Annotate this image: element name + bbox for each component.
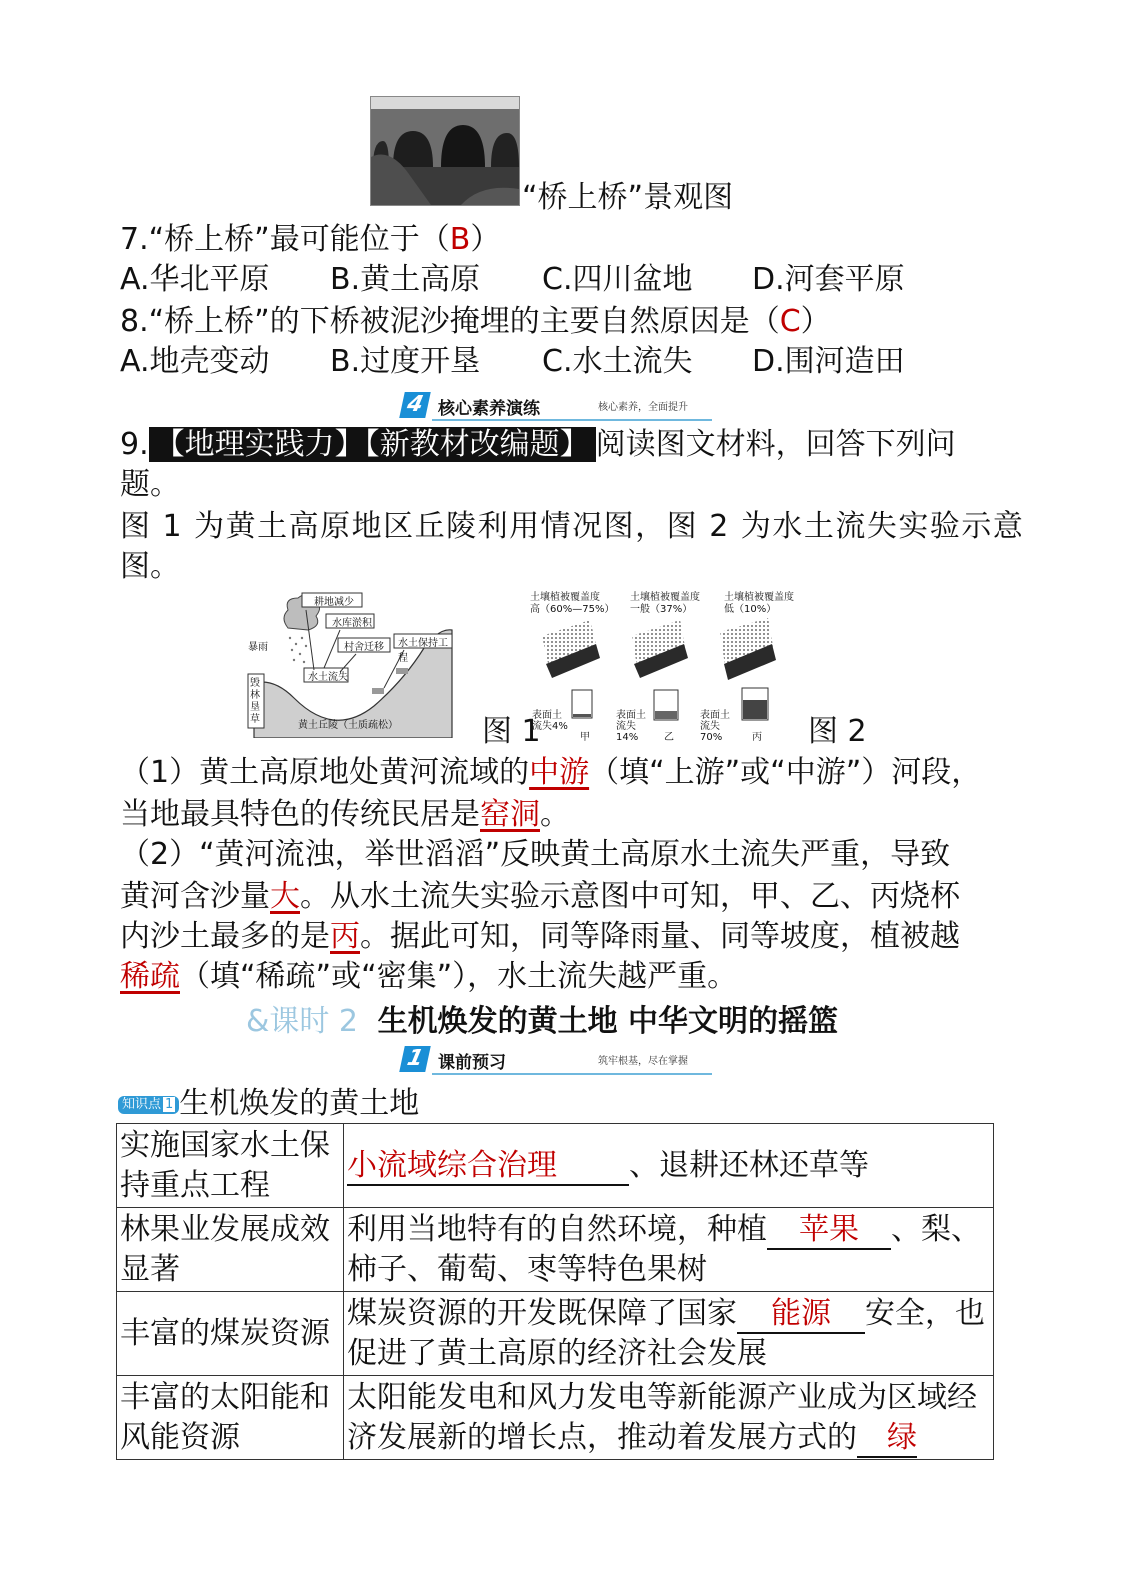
knowledge-point-heading [118, 1084, 419, 1124]
table-row-content: 煤炭资源的开发既保障了国家 能源 安全，也促进了黄土高原的经济社会发展 [344, 1292, 994, 1376]
fig1-label-deforest: 毁林垦草 [250, 678, 260, 725]
fig2-beaker-b-loss: 表面土 流失14% [616, 710, 646, 743]
section-banner-preview [402, 1046, 712, 1076]
banner-number: 4 [399, 392, 431, 418]
q9-1-line1: （1）黄土高原地处黄河流域的中游（填“上游”或“中游”）河段， [120, 755, 982, 790]
lesson-heading [246, 1002, 838, 1042]
table-row-head: 丰富的煤炭资源 [117, 1292, 344, 1376]
q9-line4: 图。 [120, 549, 180, 584]
table-row-head: 实施国家水土保持重点工程 [117, 1124, 344, 1208]
q8-option-d: D.围河造田 [752, 344, 905, 379]
banner-subtitle: 筑牢根基，尽在掌握 [598, 1056, 688, 1067]
banner-rule [432, 419, 712, 421]
q7-answer: B [449, 222, 471, 257]
table-row-content: 小流域综合治理 、退耕还林还草等 [344, 1124, 994, 1208]
fig2-beaker-a-name: 甲 [580, 732, 590, 743]
figure-2-caption: 图 2 [808, 714, 867, 749]
q8-option-b: B.过度开垦 [330, 344, 481, 379]
figure-1-caption: 图 1 [482, 714, 541, 749]
q7-stem: 7.“桥上桥”最可能位于（B） [120, 222, 501, 257]
knowledge-point-title: 生机焕发的黄土地 [179, 1086, 420, 1121]
q8-answer: C [779, 304, 801, 339]
fig1-label-conservation: 水土保持工程 [398, 638, 448, 664]
answer-blank: 能源 [737, 1296, 865, 1334]
table-row [117, 1292, 994, 1376]
q9-1-answer-2: 窑洞 [480, 797, 540, 832]
q9-2-line2: 黄河含沙量大。从水土流失实验示意图中可知，甲、乙、丙烧杯 [120, 879, 960, 914]
table-row [117, 1124, 994, 1208]
q9-1-answer-1: 中游 [529, 755, 590, 790]
q9-line1: 9. 【地理实践力】【新教材改编题】 阅读图文材料，回答下列问 [120, 427, 956, 462]
knowledge-point-badge: 知识点 1 [118, 1096, 179, 1114]
table-row-head: 林果业发展成效显著 [117, 1208, 344, 1292]
fig1-label-loess: 黄土丘陵（土质疏松） [298, 720, 398, 731]
fig2-beaker-c-cover: 土壤植被覆盖度 低（10%） [724, 592, 794, 615]
answer-blank: 绿 [857, 1420, 917, 1458]
q7-option-a: A.华北平原 [120, 262, 270, 297]
figure-1-diagram [244, 588, 454, 738]
q9-2-line1: （2）“黄河流浊，举世滔滔”反映黄土高原水土流失严重，导致 [120, 837, 951, 872]
q8-options [120, 342, 905, 382]
knowledge-table [116, 1123, 994, 1460]
bridge-photo [370, 96, 520, 206]
table-row [117, 1208, 994, 1292]
table-row-head: 丰富的太阳能和风能资源 [117, 1376, 344, 1460]
answer-blank: 苹果 [767, 1212, 891, 1250]
table-row [117, 1376, 994, 1460]
q8-stem: 8.“桥上桥”的下桥被泥沙掩埋的主要自然原因是（C） [120, 304, 831, 339]
lesson-number: &课时 2 [246, 1004, 359, 1039]
fig2-beaker-c-name: 丙 [752, 732, 762, 743]
banner-title: 课前预习 [438, 1053, 506, 1073]
table-row-content: 太阳能发电和风力发电等新能源产业成为区域经济发展新的增长点，推动着发展方式的 绿 [344, 1376, 994, 1460]
figure-2-diagram [530, 592, 810, 742]
fig1-label-farmland: 耕地减少 [314, 597, 354, 608]
q7-option-c: C.四川盆地 [542, 262, 693, 297]
q7-option-b: B.黄土高原 [330, 262, 481, 297]
lesson-title: 生机焕发的黄土地 中华文明的摇篮 [377, 1004, 839, 1039]
fig2-beaker-b-cover: 土壤植被覆盖度 一般（37%） [630, 592, 700, 615]
q9-2-answer-3: 稀疏 [120, 959, 180, 994]
banner-number: 1 [399, 1046, 431, 1072]
q9-line2: 题。 [120, 467, 180, 502]
q9-2-line3: 内沙土最多的是丙。据此可知，同等降雨量、同等坡度，植被越 [120, 919, 960, 954]
fig2-beaker-a-cover: 土壤植被覆盖度 高（60%—75%） [530, 592, 615, 615]
fig1-label-rainstorm: 暴雨 [248, 642, 268, 653]
banner-rule [432, 1073, 712, 1075]
fig2-beaker-a-loss: 表面土 流失4% [532, 710, 568, 732]
q7-options [120, 260, 905, 300]
photo-caption: “桥上桥”景观图 [522, 180, 734, 215]
fig1-label-village: 村舍迁移 [344, 642, 384, 653]
q9-1-line2: 当地最具特色的传统民居是窑洞。 [120, 797, 570, 832]
banner-subtitle: 核心素养，全面提升 [598, 402, 688, 413]
fig2-beaker-c-loss: 表面土 流失70% [700, 710, 730, 743]
answer-blank: 小流域综合治理 [347, 1148, 629, 1186]
q9-tag: 【地理实践力】【新教材改编题】 [149, 427, 596, 462]
section-banner-core [402, 392, 712, 422]
q9-2-line4: 稀疏（填“稀疏”或“密集”），水土流失越严重。 [120, 959, 738, 994]
fig1-label-erosion: 水土流失 [308, 672, 348, 683]
q8-option-c: C.水土流失 [542, 344, 693, 379]
q9-2-answer-2: 丙 [330, 919, 360, 954]
q8-option-a: A.地壳变动 [120, 344, 270, 379]
table-row-content: 利用当地特有的自然环境，种植 苹果 、梨、柿子、葡萄、枣等特色果树 [344, 1208, 994, 1292]
q7-option-d: D.河套平原 [752, 262, 905, 297]
fig2-beaker-b-name: 乙 [664, 732, 674, 743]
q9-2-answer-1: 大 [270, 879, 300, 914]
q9-line3: 图 1 为黄土高原地区丘陵利用情况图，图 2 为水土流失实验示意 [120, 509, 1025, 544]
banner-title: 核心素养演练 [438, 399, 540, 419]
fig1-label-reservoir: 水库淤积 [332, 618, 372, 629]
